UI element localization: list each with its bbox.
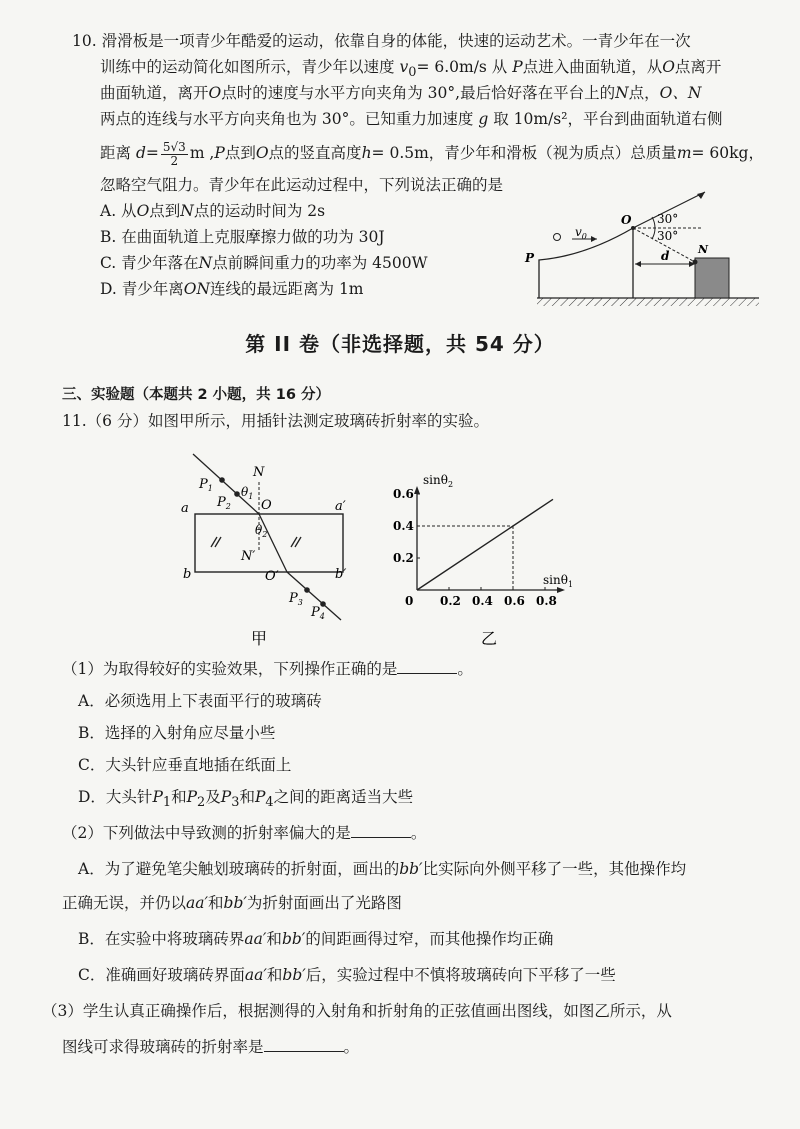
launch-arrowhead: [697, 192, 705, 199]
x-axis-label: sinθ$_1$: [543, 573, 574, 589]
sub: 4: [265, 795, 274, 811]
var-aa: aa′: [244, 966, 267, 984]
q11-part1-stem: [62, 658, 473, 680]
var-P: P: [186, 788, 198, 806]
option-text: D．大头针: [78, 788, 153, 806]
q11-part3-line1: （3）学生认真正确操作后，根据测得的入射角和折射角的正弦值画出图线，如图乙所示，从: [42, 1002, 672, 1020]
q10-text: 曲面轨道，离开: [100, 84, 209, 102]
option-text: D. 青少年离: [100, 280, 184, 298]
option-text: 之间的距离适当大些: [273, 788, 414, 806]
var-h: h: [361, 144, 372, 162]
x-axis-arrow: [557, 587, 565, 593]
part-text: （1）为取得较好的实验效果，下列操作正确的是: [62, 660, 398, 678]
q10-line-2: [100, 56, 721, 84]
var-N: N: [615, 84, 629, 102]
part-text: 。: [343, 1038, 360, 1056]
q11-part3-line2: [62, 1036, 359, 1058]
sub: 2: [197, 795, 206, 811]
label-aprime: a′: [335, 499, 346, 514]
label-P4: $P_4$: [311, 605, 325, 621]
var-ON: ON: [183, 280, 211, 298]
option-text: 及: [205, 788, 221, 806]
var-ON: O、N: [659, 84, 702, 102]
q11-p1-option-d[interactable]: [78, 786, 413, 814]
q11-p2-option-c[interactable]: [78, 964, 616, 986]
var-P: P: [512, 58, 523, 76]
caption-yi: 乙: [481, 629, 498, 648]
figure-yi-chart: [385, 472, 575, 652]
q10-text: m ,: [189, 144, 215, 162]
q10-text: 点，: [628, 84, 660, 102]
q10-text: 取 10m/s²，平台到曲面轨道右侧: [493, 110, 723, 128]
part-text: 。: [410, 824, 427, 842]
var-O: O: [208, 84, 222, 102]
var-O: O: [255, 144, 269, 162]
part-text: （2）下列做法中导致测的折射率偏大的是: [62, 824, 351, 842]
q11-p2-option-b[interactable]: [78, 928, 553, 950]
label-P2: $P_2$: [217, 495, 231, 511]
q10-text: 点离开: [674, 58, 722, 76]
label-angle-upper: 30°: [657, 212, 679, 226]
y-axis-label: sinθ$_2$: [423, 473, 454, 489]
q10-text: = 6.0m/s 从: [416, 58, 508, 76]
label-Oprime: O′: [265, 569, 279, 584]
q11-stem: 11.（6 分）如图甲所示，用插针法测定玻璃砖折射率的实验。: [62, 412, 489, 430]
option-text: 为折射面画出了光路图: [246, 894, 402, 912]
option-text: A. 从: [100, 202, 137, 220]
glass-hatch: [211, 537, 301, 547]
label-angle-lower: 30°: [657, 229, 679, 243]
q10-option-d[interactable]: [100, 278, 364, 300]
q10-text: 点进入曲面轨道，从: [522, 58, 663, 76]
option-text: 点前瞬间重力的功率为 4500W: [212, 254, 428, 272]
option-text: A．为了避免笔尖触划玻璃砖的折射面，画出的: [78, 860, 400, 878]
q10-line-1: [72, 30, 691, 52]
pin-P2: [234, 491, 240, 497]
x-tick-label: 0.4: [472, 594, 493, 608]
label-b: b: [183, 567, 192, 582]
q10-text: 距离: [100, 144, 132, 162]
q10-figure: [515, 190, 765, 315]
part-text: 。: [457, 660, 473, 678]
label-N: N: [253, 465, 265, 480]
option-text: 和: [208, 894, 224, 912]
y-tick-label: 0.4: [393, 519, 414, 533]
option-text: 连线的最远距离为 1m: [210, 280, 364, 298]
q10-text: 滑滑板是一项青少年酷爱的运动，依靠自身的体能，快速的运动艺术。一青少年在一次: [101, 32, 691, 50]
option-text: 点到: [149, 202, 181, 220]
answer-blank-2[interactable]: [351, 823, 411, 838]
sub: 3: [231, 795, 240, 811]
q10-line-6: 忽略空气阻力。青少年在此运动过程中，下列说法正确的是: [100, 176, 504, 194]
sub: 0: [408, 65, 417, 81]
answer-blank-3[interactable]: [264, 1037, 344, 1052]
q10-text: 点的竖直高度: [268, 144, 362, 162]
answer-blank-1[interactable]: [397, 659, 457, 674]
q10-line-5: [100, 138, 764, 168]
var-aa: aa′: [186, 894, 209, 912]
q10-text: 点到: [224, 144, 256, 162]
q10-option-c[interactable]: [100, 252, 428, 274]
point-N: [693, 260, 698, 265]
label-theta1: $\theta_1$: [241, 485, 254, 501]
v0-arrowhead: [591, 236, 597, 242]
var-bb: bb′: [223, 894, 247, 912]
section3-title: 三、实验题（本题共 2 小题，共 16 分）: [62, 387, 330, 403]
label-P: P: [525, 251, 535, 265]
option-text: 的间距画得过窄，而其他操作均正确: [305, 930, 554, 948]
var-aa: aa′: [244, 930, 267, 948]
q11-p1-option-c[interactable]: C．大头针应垂直地插在纸面上: [78, 756, 292, 774]
platform: [695, 258, 729, 298]
q10-text: 点时的速度与水平方向夹角为 30°,最后恰好落在平台上的: [221, 84, 616, 102]
sub: 1: [162, 795, 172, 811]
y-axis-arrow: [414, 486, 420, 494]
label-P1: $P_1$: [199, 477, 213, 493]
var-P: P: [254, 788, 266, 806]
var-P: P: [152, 788, 163, 806]
origin-label: 0: [405, 594, 414, 608]
point-O: [631, 226, 635, 230]
series-line: [417, 499, 553, 590]
refracted-ray: [259, 514, 287, 572]
q11-p2-option-a-line2: [62, 892, 402, 914]
var-m: m: [676, 144, 692, 162]
q10-text: = 60kg，: [691, 144, 764, 162]
angle-arc-upper: [652, 217, 655, 228]
var-P: P: [214, 144, 225, 162]
y-tick-label: 0.6: [393, 487, 414, 501]
var-bb: bb′: [282, 966, 306, 984]
option-text: C．准确画好玻璃砖界面: [78, 966, 245, 984]
label-theta2: $\theta_2$: [255, 523, 268, 539]
fraction-numerator: 5√3: [162, 139, 186, 154]
label-N: N: [698, 243, 709, 256]
var-N: N: [180, 202, 194, 220]
x-tick-label: 0.2: [440, 594, 461, 608]
option-text: C. 青少年落在: [100, 254, 199, 272]
option-text: 点的运动时间为 2s: [193, 202, 326, 220]
q10-text: = 0.5m，青少年和滑板（视为质点）总质量: [371, 144, 677, 162]
label-a: a: [181, 501, 189, 516]
q10-text: 两点的连线与水平方向夹角也为 30°。已知重力加速度: [100, 110, 474, 128]
pin-P3: [304, 587, 310, 593]
q10-option-a[interactable]: [100, 200, 325, 222]
q10-option-b[interactable]: B. 在曲面轨道上克服摩擦力做的功为 30J: [100, 228, 385, 246]
q11-part2-stem: [62, 822, 426, 844]
var-P: P: [220, 788, 232, 806]
q11-p2-option-a-line1[interactable]: [78, 858, 686, 880]
ground-hatch: [537, 298, 759, 306]
option-text: 正确无误，并仍以: [62, 894, 187, 912]
var-g: g: [478, 110, 489, 128]
option-text: 和: [239, 788, 255, 806]
part-text: 图线可求得玻璃砖的折射率是: [62, 1038, 264, 1056]
option-text: 后，实验过程中不慎将玻璃砖向下平移了一些: [305, 966, 616, 984]
option-text: 和: [266, 930, 282, 948]
pin-P1: [219, 477, 225, 483]
q11-p1-option-b[interactable]: B．选择的入射角应尽量小些: [78, 724, 276, 742]
caption-jia: 甲: [251, 629, 268, 648]
q10-text: =: [145, 144, 159, 162]
q11-p1-option-a[interactable]: A．必须选用上下表面平行的玻璃砖: [78, 692, 322, 710]
var-bb: bb′: [399, 860, 423, 878]
label-Nprime: N′: [241, 549, 256, 564]
d-arrow-left: [635, 261, 641, 267]
fraction-denominator: 2: [170, 153, 179, 168]
label-d: d: [661, 249, 670, 263]
q10-number: 10.: [72, 32, 97, 50]
label-bprime: b′: [335, 567, 347, 582]
angle-arc-lower: [652, 228, 655, 239]
option-text: 和: [171, 788, 187, 806]
var-N: N: [198, 254, 213, 272]
q10-text: 训练中的运动简化如图所示，青少年以速度: [100, 58, 395, 76]
q10-line-4: [100, 108, 722, 130]
label-O: O: [621, 213, 632, 227]
figure-jia: [175, 452, 365, 652]
q10-line-3: [100, 82, 701, 104]
option-text: 和: [266, 966, 283, 984]
pin-P4: [320, 601, 326, 607]
label-v0: $v_0$: [575, 225, 587, 241]
fraction: [161, 141, 188, 168]
y-tick-label: 0.2: [393, 551, 414, 565]
var-O: O: [136, 202, 150, 220]
var-v: v: [399, 58, 409, 76]
x-tick-label: 0.6: [504, 594, 525, 608]
option-text: B．在实验中将玻璃砖界: [78, 930, 245, 948]
skater-ball: [554, 234, 561, 241]
section-title: 第 II 卷（非选择题，共 54 分）: [245, 332, 555, 356]
var-bb: bb′: [281, 930, 306, 948]
x-tick-label: 0.8: [536, 594, 557, 608]
var-O: O: [662, 58, 675, 76]
var-d: d: [135, 144, 146, 162]
label-P3: $P_3$: [289, 591, 303, 607]
option-text: 比实际向外侧平移了一些，其他操作均: [422, 860, 687, 878]
label-O: O: [261, 498, 272, 513]
